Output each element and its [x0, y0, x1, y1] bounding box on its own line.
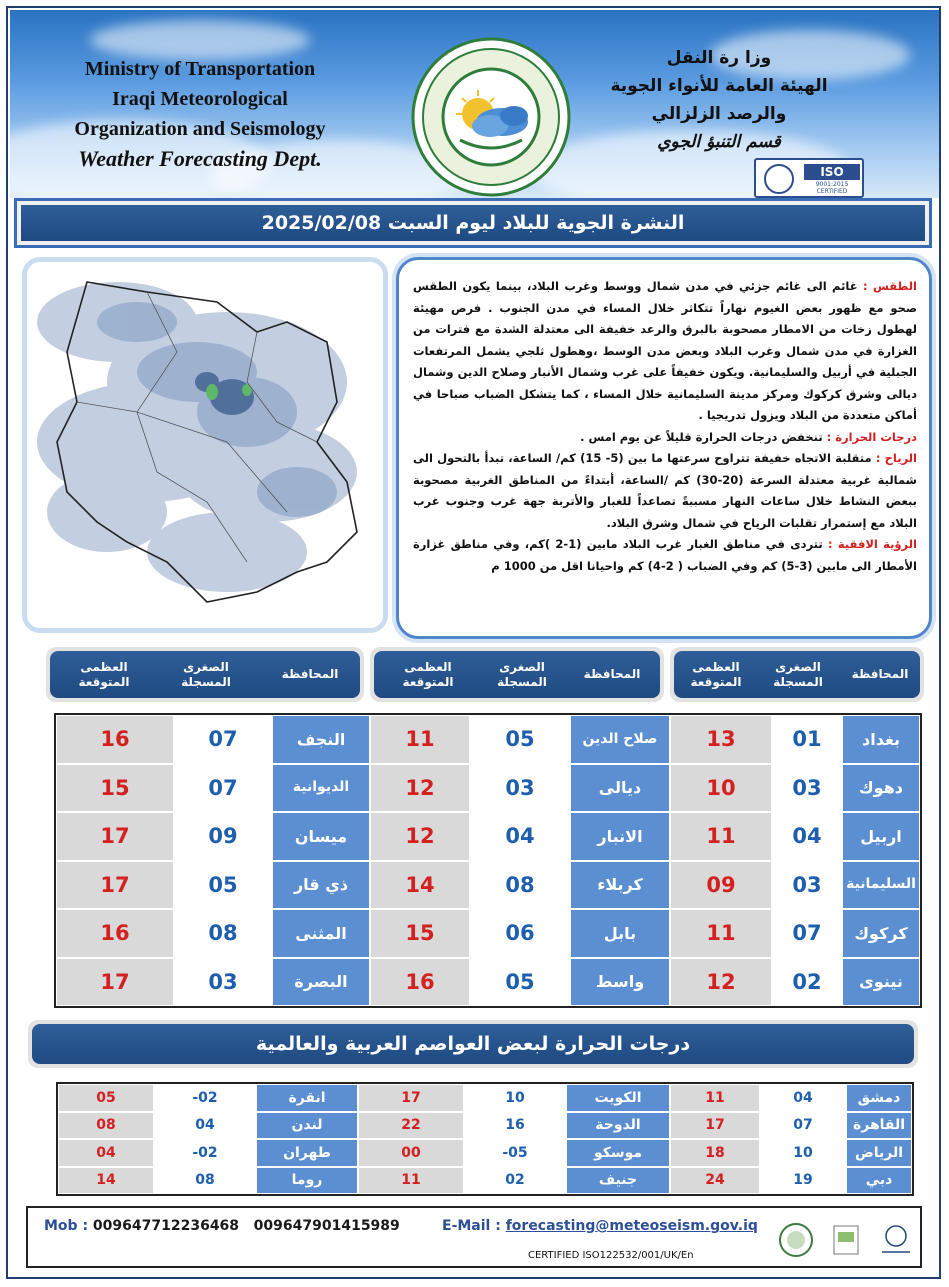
capital-max-temp: 00	[359, 1140, 463, 1166]
capital-min-temp: -02	[155, 1140, 255, 1166]
en-line-ministry: Ministry of Transportation	[84, 58, 316, 80]
province-min-temp: 07	[175, 765, 271, 812]
province-min-temp: 03	[175, 959, 271, 1006]
en-line-org: Organization and Seismology	[74, 118, 326, 140]
province-max-temp: 12	[371, 813, 469, 860]
province-max-temp: 12	[671, 959, 771, 1006]
capital-min-temp: -02	[155, 1085, 255, 1111]
province-name: واسط	[571, 959, 669, 1006]
organization-logo	[410, 36, 572, 198]
province-max-temp: 14	[371, 862, 469, 909]
capital-max-temp: 14	[59, 1168, 153, 1194]
weather-map	[22, 257, 388, 633]
english-org-title	[50, 54, 350, 174]
capital-max-temp: 05	[59, 1085, 153, 1111]
header-min: الصغرى المسجلة	[497, 659, 547, 689]
capital-name: طهران	[257, 1140, 357, 1166]
province-name: ميسان	[273, 813, 369, 860]
province-temperature-table	[54, 713, 922, 1008]
visibility-text: تتردى في مناطق الغبار غرب البلاد مابين (1-2 )كم، وفي مناطق غزارة الأمطار الى مابين (3-5) كم وفي الضباب ( 2-4) كم واحيانا اقل من 1000 م	[413, 537, 917, 573]
province-name: بابل	[571, 910, 669, 957]
province-name: بغداد	[843, 716, 919, 763]
province-max-temp: 16	[371, 959, 469, 1006]
capital-name: الدوحة	[567, 1113, 669, 1139]
table-header-right	[670, 647, 924, 702]
header-banner	[10, 10, 939, 198]
province-name: ذي قار	[273, 862, 369, 909]
province-max-temp: 11	[671, 813, 771, 860]
weather-text: غائم الى غائم جزئي في مدن شمال ووسط وغرب البلاد، بينما يكون الطقس صحو مع ظهور بعض الغيوم نهاراً تتكاثر خلال المساء في مدن الجنوب . فرص مهيئة لهطول زخات من الامطار مصحوبة بالبرق والرعد خفيفة الى معتدلة الشدة مع فترات من الغزارة في مدن شمال وغرب البلاد وبعض مدن الوسط ،وهطول ثلجي يشمل المرتفعات الجبلية في أربيل والسليمانية. ويكون خفيفاً على غرب وشمال الأنبار وصلاح الدين وشمال ديالى وشرق كركوك ومركز مدينة السليمانية خلال المساء ، كما يتشكل الضباب صباحا في أماكن متعددة من البلاد ويزول تدريجيا .	[413, 279, 917, 422]
iso-label: ISO	[804, 164, 860, 180]
arabic-org-title	[589, 44, 849, 156]
capital-name: دمشق	[847, 1085, 911, 1111]
province-name: الديوانية	[273, 765, 369, 812]
header-max: العظمى المتوقعة	[690, 659, 742, 689]
province-min-temp: 06	[471, 910, 569, 957]
capital-min-temp: 10	[465, 1085, 565, 1111]
wmo-logo-icon	[876, 1222, 916, 1258]
capital-name: روما	[257, 1168, 357, 1194]
iso-standard: 9001:2015 CERTIFIED	[815, 181, 849, 195]
province-min-temp: 08	[471, 862, 569, 909]
capital-min-temp: 02	[465, 1168, 565, 1194]
en-line-dept: Weather Forecasting Dept.	[78, 146, 322, 171]
province-name: كربلاء	[571, 862, 669, 909]
wind-label: الرياح :	[875, 451, 917, 465]
forecast-text-box	[396, 257, 932, 639]
province-name: دهوك	[843, 765, 919, 812]
email-label: E-Mail :	[442, 1218, 501, 1234]
province-min-temp: 05	[471, 959, 569, 1006]
contact-footer	[26, 1206, 922, 1268]
ar-line-ministry: وزا رة النقل	[666, 48, 772, 68]
province-name: البصرة	[273, 959, 369, 1006]
seal-logo-icon	[778, 1222, 814, 1258]
province-min-temp: 09	[175, 813, 271, 860]
province-min-temp: 03	[773, 862, 841, 909]
capital-max-temp: 11	[671, 1085, 759, 1111]
ar-line-seismic: والرصد الزلزالي	[651, 104, 787, 124]
ar-line-dept: قسم التنبؤ الجوي	[657, 132, 781, 152]
province-max-temp: 16	[57, 716, 173, 763]
province-min-temp: 03	[471, 765, 569, 812]
capital-name: لندن	[257, 1113, 357, 1139]
province-name: اربيل	[843, 813, 919, 860]
province-min-temp: 05	[175, 862, 271, 909]
capital-name: موسكو	[567, 1140, 669, 1166]
province-max-temp: 15	[57, 765, 173, 812]
capital-min-temp: -05	[465, 1140, 565, 1166]
capital-name: الرياض	[847, 1140, 911, 1166]
capital-min-temp: 04	[155, 1113, 255, 1139]
capital-max-temp: 17	[359, 1085, 463, 1111]
header-max: العظمى المتوقعة	[402, 659, 454, 689]
bulletin-title: النشرة الجوية للبلاد ليوم السبت 2025/02/08	[21, 205, 925, 241]
capital-min-temp: 16	[465, 1113, 565, 1139]
capital-min-temp: 04	[761, 1085, 845, 1111]
capital-min-temp: 07	[761, 1113, 845, 1139]
capitals-temperature-table	[56, 1082, 914, 1196]
header-min: الصغرى المسجلة	[773, 659, 823, 689]
capital-max-temp: 24	[671, 1168, 759, 1194]
capitals-title: درجات الحرارة لبعض العواصم العربية والعالمية	[32, 1024, 914, 1064]
radar-map-graphic	[27, 262, 383, 628]
province-name: الانبار	[571, 813, 669, 860]
capital-name: جنيف	[567, 1168, 669, 1194]
email-link[interactable]: forecasting@meteoseism.gov.iq	[505, 1218, 758, 1234]
capital-max-temp: 18	[671, 1140, 759, 1166]
province-max-temp: 17	[57, 813, 173, 860]
ar-line-authority: الهيئة العامة للأنواء الجوية	[610, 76, 828, 96]
province-min-temp: 05	[471, 716, 569, 763]
province-min-temp: 07	[773, 910, 841, 957]
iso-badge	[754, 158, 864, 198]
province-max-temp: 17	[57, 959, 173, 1006]
capital-min-temp: 08	[155, 1168, 255, 1194]
capital-max-temp: 22	[359, 1113, 463, 1139]
capital-name: دبي	[847, 1168, 911, 1194]
capitals-title-bar	[28, 1020, 918, 1068]
mobile-numbers	[44, 1218, 400, 1234]
capital-max-temp: 17	[671, 1113, 759, 1139]
province-max-temp: 15	[371, 910, 469, 957]
capital-name: القاهرة	[847, 1113, 911, 1139]
province-max-temp: 17	[57, 862, 173, 909]
province-min-temp: 08	[175, 910, 271, 957]
province-min-temp: 04	[471, 813, 569, 860]
capital-min-temp: 19	[761, 1168, 845, 1194]
province-max-temp: 09	[671, 862, 771, 909]
capital-max-temp: 04	[59, 1140, 153, 1166]
province-min-temp: 03	[773, 765, 841, 812]
province-min-temp: 04	[773, 813, 841, 860]
forecast-body	[413, 276, 917, 577]
capital-name: انقرة	[257, 1085, 357, 1111]
mob-label: Mob :	[44, 1218, 89, 1234]
phone-numbers: 009647712236468 009647901415989	[92, 1218, 400, 1234]
province-name: ديالى	[571, 765, 669, 812]
province-max-temp: 11	[671, 910, 771, 957]
table-header-left	[46, 647, 364, 702]
en-line-iraqi: Iraqi Meteorological	[112, 88, 288, 110]
email-block	[442, 1218, 758, 1234]
header-province: المحافظة	[281, 667, 339, 681]
iso-check-icon	[764, 164, 794, 194]
bulletin-title-bar	[14, 198, 932, 248]
province-max-temp: 11	[371, 716, 469, 763]
temp-text: تنخفض درجات الحرارة قليلاً عن يوم امس .	[580, 429, 823, 444]
capital-name: الكويت	[567, 1085, 669, 1111]
capital-min-temp: 10	[761, 1140, 845, 1166]
province-name: النجف	[273, 716, 369, 763]
wind-text: متقلبة الاتجاه خفيفة تتراوح سرعتها ما بين (5- 15) كم/ الساعة، تبدأ بالتحول الى شمالية غربية معتدلة السرعة (20-30) كم /الساعة، أبتداءً من المناطق الغربية مصحوبة ببعض النشاط خلال ساعات النهار مسببةً تصاعداً للغبار والأتربة جهة غرب وجنوب غرب البلاد مع إستمرار تقلبات الرياح في شمال وشرق البلاد.	[413, 451, 917, 530]
province-name: السليمانية	[843, 862, 919, 909]
province-name: نينوى	[843, 959, 919, 1006]
header-max: العظمى المتوقعة	[78, 659, 130, 689]
capital-max-temp: 11	[359, 1168, 463, 1194]
province-max-temp: 10	[671, 765, 771, 812]
province-min-temp: 07	[175, 716, 271, 763]
province-min-temp: 02	[773, 959, 841, 1006]
province-name: صلاح الدين	[571, 716, 669, 763]
partner-logo-icon	[828, 1222, 864, 1258]
weather-label: الطقس :	[862, 279, 917, 293]
header-min: الصغرى المسجلة	[181, 659, 231, 689]
province-name: المثنى	[273, 910, 369, 957]
table-header-middle	[370, 647, 664, 702]
header-province: المحافظة	[851, 667, 909, 681]
temp-label: درجات الحرارة :	[826, 429, 917, 444]
province-max-temp: 13	[671, 716, 771, 763]
capital-max-temp: 08	[59, 1113, 153, 1139]
header-province: المحافظة	[583, 667, 641, 681]
province-min-temp: 01	[773, 716, 841, 763]
province-name: كركوك	[843, 910, 919, 957]
province-max-temp: 12	[371, 765, 469, 812]
visibility-label: الرؤية الافقية :	[828, 537, 917, 551]
certification-text: CERTIFIED ISO122532/001/UK/En	[528, 1250, 694, 1261]
province-max-temp: 16	[57, 910, 173, 957]
